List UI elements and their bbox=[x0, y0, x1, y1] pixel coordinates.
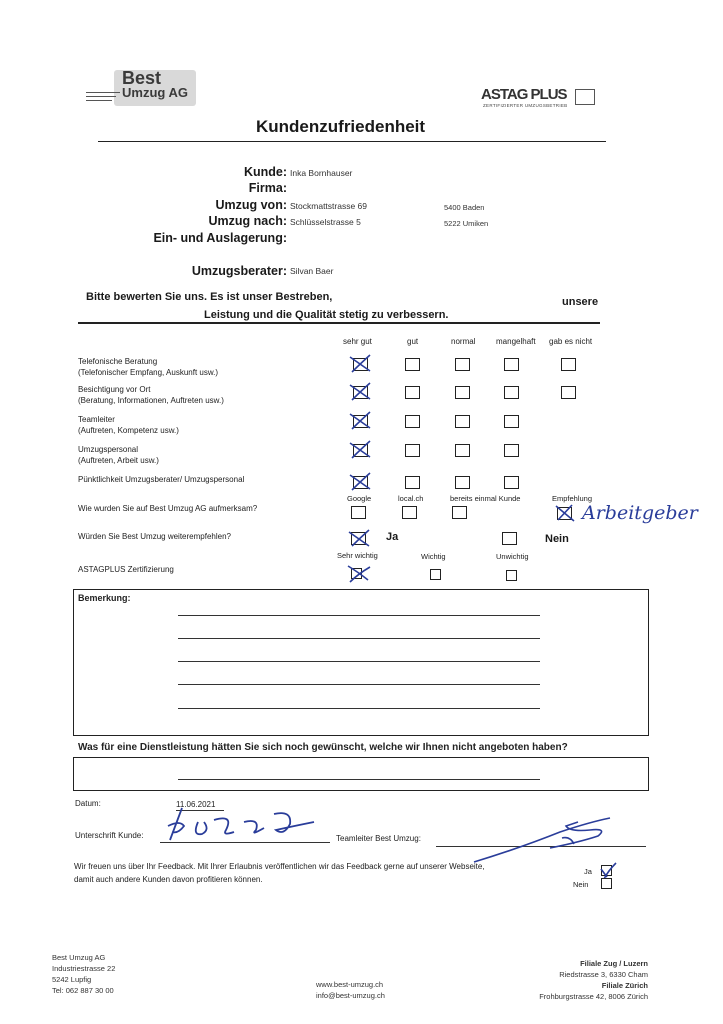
rating-checkbox[interactable] bbox=[353, 358, 368, 371]
rating-checkbox[interactable] bbox=[504, 444, 519, 457]
umzug-nach-label: Umzug nach: bbox=[208, 214, 287, 228]
check-mark-icon bbox=[348, 564, 372, 584]
rating-checkbox[interactable] bbox=[504, 476, 519, 489]
rating-checkbox[interactable] bbox=[353, 476, 368, 489]
intro-rule bbox=[78, 322, 600, 324]
customer-signature-icon bbox=[164, 800, 334, 848]
consent-yes-label: Ja bbox=[584, 867, 592, 876]
consent-line1: Wir freuen uns über Ihr Feedback. Mit Ihrer Erlaubnis veröffentlichen wir das Feedback gerne auf unserer Webseite, bbox=[74, 862, 485, 871]
source-google-label: Google bbox=[347, 494, 372, 503]
col-gut: gut bbox=[407, 337, 419, 346]
recommend-yes-label: Ja bbox=[386, 531, 399, 543]
intro-line2: Leistung und die Qualität stetig zu verbessern. bbox=[204, 309, 449, 321]
umzug-von-city: 5400 Baden bbox=[444, 203, 485, 212]
remarks-line bbox=[178, 661, 540, 662]
rating-checkbox[interactable] bbox=[455, 415, 470, 428]
umzugsberater-label: Umzugsberater: bbox=[191, 264, 287, 278]
source-kunde-label: bereits einmal Kunde bbox=[450, 494, 521, 503]
astag-sehr-wichtig-label: Sehr wichtig bbox=[337, 551, 378, 560]
row-personal-label: Umzugspersonal (Auftreten, Arbeit usw.) bbox=[78, 445, 159, 465]
umzug-nach-city: 5222 Umiken bbox=[444, 219, 489, 228]
umzugsberater-value: Silvan Baer bbox=[290, 266, 334, 276]
col-gab-es-nicht: gab es nicht bbox=[549, 337, 593, 346]
check-mark-icon bbox=[350, 440, 374, 460]
page-title: Kundenzufriedenheit bbox=[256, 117, 426, 136]
astag-unwichtig-checkbox[interactable] bbox=[506, 570, 517, 581]
astag-logo-sub: ZERTIFIZIERTER UMZUGSBETRIEB bbox=[483, 103, 568, 108]
firma-label: Firma: bbox=[248, 181, 287, 195]
truck-box-icon bbox=[575, 89, 595, 105]
consent-no-checkbox[interactable] bbox=[601, 878, 612, 889]
rating-checkbox[interactable] bbox=[561, 358, 576, 371]
missing-line bbox=[178, 779, 540, 780]
recommend-question: Würden Sie Best Umzug weiterempfehlen? bbox=[78, 532, 231, 541]
col-sehr-gut: sehr gut bbox=[343, 337, 372, 346]
rating-checkbox[interactable] bbox=[405, 476, 420, 489]
source-google-checkbox[interactable] bbox=[351, 506, 366, 519]
source-local-label: local.ch bbox=[398, 494, 424, 503]
check-mark-icon bbox=[554, 503, 576, 523]
check-mark-icon bbox=[350, 472, 374, 492]
col-normal: normal bbox=[451, 337, 476, 346]
datum-label: Datum: bbox=[75, 799, 101, 808]
unterschrift-label: Unterschrift Kunde: bbox=[75, 831, 144, 840]
rating-checkbox[interactable] bbox=[353, 444, 368, 457]
rating-checkbox[interactable] bbox=[353, 386, 368, 399]
teamleiter-signature-icon bbox=[470, 808, 620, 866]
check-mark-icon bbox=[350, 382, 374, 402]
remarks-label: Bemerkung: bbox=[78, 593, 131, 603]
remarks-line bbox=[178, 684, 540, 685]
astag-unwichtig-label: Unwichtig bbox=[496, 552, 529, 561]
umzug-von-street: Stockmattstrasse 69 bbox=[290, 201, 368, 211]
remarks-line bbox=[178, 638, 540, 639]
consent-no-label: Nein bbox=[573, 880, 589, 889]
check-mark-icon bbox=[348, 528, 372, 548]
missing-question: Was für eine Dienstleistung hätten Sie sich noch gewünscht, welche wir Ihnen nicht angeboten haben? bbox=[78, 742, 568, 753]
consent-yes-checkbox[interactable] bbox=[601, 865, 612, 876]
row-besichtigung-label: Besichtigung vor Ort (Beratung, Informationen, Auftreten usw.) bbox=[78, 385, 224, 405]
footer-company-address: Best Umzug AG Industriestrasse 22 5242 Lupfig Tel: 062 887 30 00 bbox=[52, 953, 116, 995]
astag-logo-text: ASTAG PLUS bbox=[481, 86, 567, 103]
astag-logo bbox=[481, 86, 596, 112]
rating-checkbox[interactable] bbox=[504, 415, 519, 428]
remarks-line bbox=[178, 708, 540, 709]
remarks-line bbox=[178, 615, 540, 616]
footer-branches: Filiale Zug / Luzern Riedstrasse 3, 6330 Cham Filiale Zürich Frohburgstrasse 42, 8006 Zürich bbox=[539, 959, 648, 1001]
recommend-yes-checkbox[interactable] bbox=[351, 532, 366, 545]
source-local-checkbox[interactable] bbox=[402, 506, 417, 519]
remarks-box[interactable] bbox=[73, 589, 649, 736]
astag-sehr-wichtig-checkbox[interactable] bbox=[351, 568, 362, 579]
datum-value: 11.06.2021 bbox=[176, 800, 216, 809]
brand-line1: Best bbox=[122, 68, 162, 88]
source-handwritten-answer: Arbeitgeber bbox=[582, 502, 698, 524]
rating-checkbox[interactable] bbox=[455, 476, 470, 489]
check-mark-icon bbox=[350, 354, 374, 374]
rating-checkbox[interactable] bbox=[504, 386, 519, 399]
rating-checkbox[interactable] bbox=[405, 358, 420, 371]
recommend-no-label: Nein bbox=[545, 533, 569, 545]
col-mangelhaft: mangelhaft bbox=[496, 337, 536, 346]
teamleiter-label: Teamleiter Best Umzug: bbox=[336, 834, 421, 843]
rating-checkbox[interactable] bbox=[405, 386, 420, 399]
intro-line1: Bitte bewerten Sie uns. Es ist unser Bestreben, bbox=[86, 291, 333, 303]
check-mark-icon bbox=[350, 411, 374, 431]
intro-line1-right: unsere bbox=[562, 296, 599, 308]
missing-box[interactable] bbox=[73, 757, 649, 791]
rating-checkbox[interactable] bbox=[405, 415, 420, 428]
kunde-label: Kunde: bbox=[243, 165, 287, 179]
kunde-value: Inka Bornhauser bbox=[290, 168, 353, 178]
rating-checkbox[interactable] bbox=[504, 358, 519, 371]
recommend-no-checkbox[interactable] bbox=[502, 532, 517, 545]
umzug-von-label: Umzug von: bbox=[215, 198, 287, 212]
astag-wichtig-label: Wichtig bbox=[421, 552, 446, 561]
rating-checkbox[interactable] bbox=[405, 444, 420, 457]
rating-checkbox[interactable] bbox=[455, 358, 470, 371]
title-rule bbox=[98, 141, 606, 142]
rating-checkbox[interactable] bbox=[353, 415, 368, 428]
row-teamleiter-label: Teamleiter (Auftreten, Kompetenz usw.) bbox=[78, 415, 179, 435]
source-question: Wie wurden Sie auf Best Umzug AG aufmerksam? bbox=[78, 504, 258, 513]
row-telefon-label: Telefonische Beratung (Telefonischer Empfang, Auskunft usw.) bbox=[78, 357, 219, 377]
brand-line2: Umzug AG bbox=[122, 85, 188, 100]
lagerung-label: Ein- und Auslagerung: bbox=[153, 231, 287, 245]
source-empfehlung-checkbox[interactable] bbox=[557, 507, 572, 520]
rating-checkbox[interactable] bbox=[455, 444, 470, 457]
astag-label: ASTAGPLUS Zertifizierung bbox=[78, 565, 174, 574]
source-empfehlung-label: Empfehlung bbox=[552, 494, 593, 503]
row-puenktlichkeit-label: Pünktlichkeit Umzugsberater/ Umzugspersonal bbox=[78, 475, 245, 484]
source-kunde-checkbox[interactable] bbox=[452, 506, 467, 519]
astag-wichtig-checkbox[interactable] bbox=[430, 569, 441, 580]
footer-email-link[interactable]: info@best-umzug.ch bbox=[316, 991, 385, 1000]
footer-contact bbox=[316, 979, 385, 1001]
consent-line2: damit auch andere Kunden davon profitieren können. bbox=[74, 875, 263, 884]
footer-web-link[interactable]: www.best-umzug.ch bbox=[316, 980, 384, 989]
rating-checkbox[interactable] bbox=[455, 386, 470, 399]
umzug-nach-street: Schlüsselstrasse 5 bbox=[290, 217, 361, 227]
rating-checkbox[interactable] bbox=[561, 386, 576, 399]
best-umzug-logo bbox=[86, 68, 201, 110]
